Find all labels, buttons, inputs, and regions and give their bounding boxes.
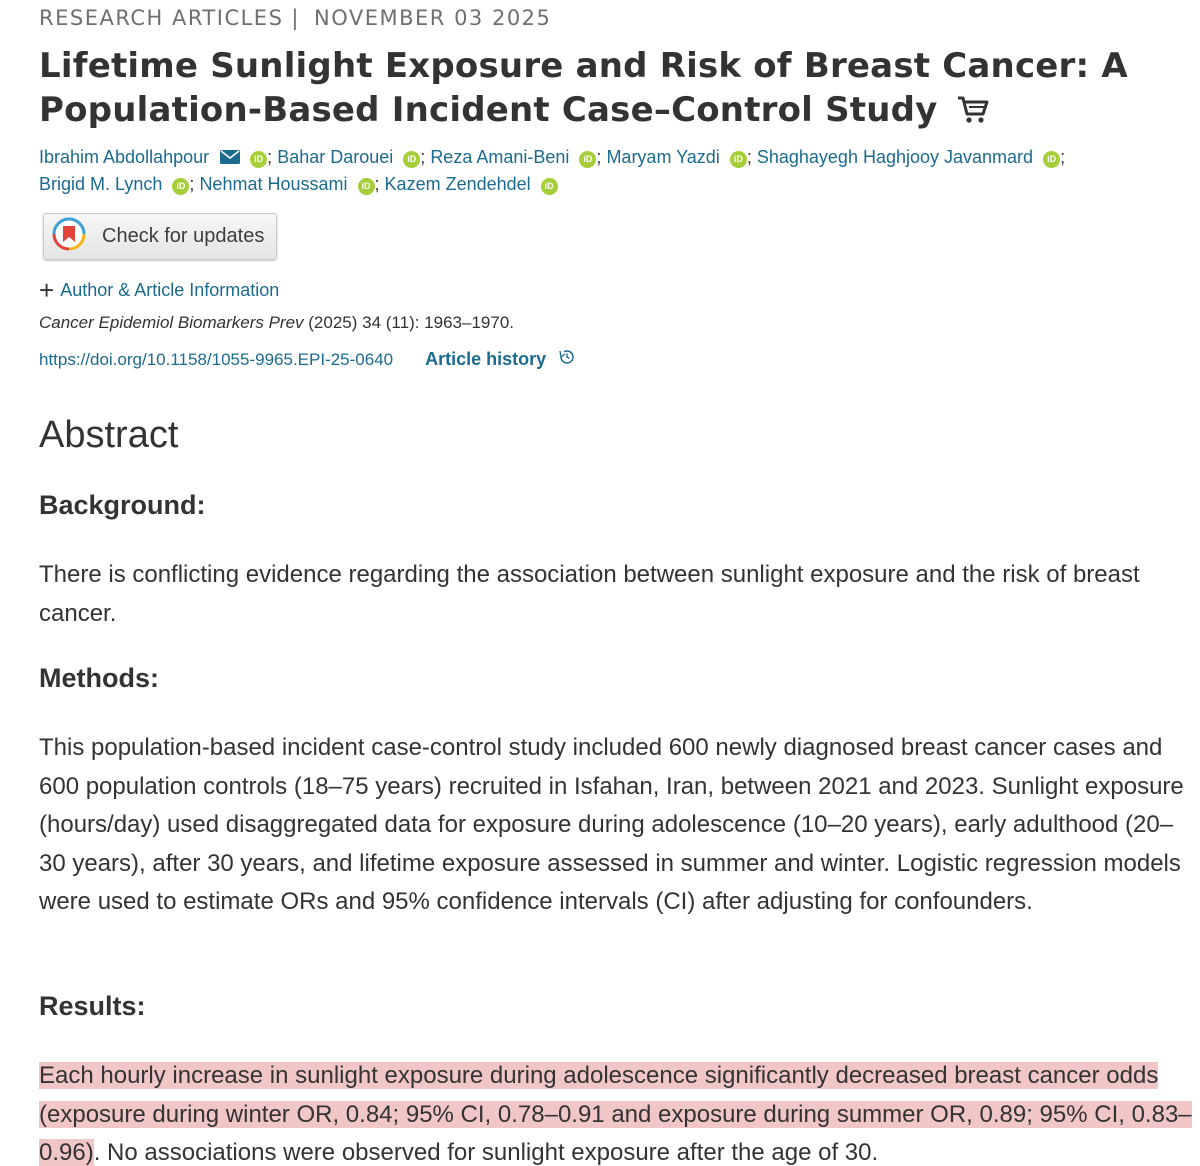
author-article-info-label: Author & Article Information <box>60 279 280 300</box>
methods-text: This population-based incident case-control study included 600 newly diagnosed breast cancer cases and 600 population controls (18–75 years) recruited in Isfahan, Iran, between 2021 and 2023. Sunlight exposure (hours/day) used disaggregated data for exposure during adolescence (10–20 years), early adulthood (20–30 years), after 30 years, and lifetime exposure assessed in summer and winter. Logistic regression models were used to estimate ORs and 95% confidence intervals (CI) after adjusting for confounders. <box>39 734 1184 916</box>
citation-journal: Cancer Epidemiol Biomarkers Prev <box>39 313 304 332</box>
orcid-icon[interactable]: iD <box>1043 151 1060 168</box>
author-separator: ; <box>189 174 195 194</box>
history-icon[interactable] <box>558 348 576 371</box>
author-link[interactable]: Maryam Yazdi <box>606 147 720 167</box>
author-link[interactable]: Bahar Darouei <box>277 147 394 167</box>
abstract-heading: Abstract <box>39 414 179 456</box>
citation <box>39 313 514 333</box>
section-label: RESEARCH ARTICLES <box>39 6 284 30</box>
check-for-updates-label: Check for updates <box>102 225 265 247</box>
author-link[interactable]: Shaghayegh Haghjooy Javanmard <box>756 147 1034 167</box>
article-history-link[interactable]: Article history <box>425 349 547 369</box>
author-separator: ; <box>746 147 752 167</box>
orcid-icon[interactable]: iD <box>579 151 596 168</box>
article-kicker <box>39 6 551 30</box>
background-text: There is conflicting evidence regarding the association between sunlight exposure and the risk of breast cancer. <box>39 561 1140 627</box>
mail-icon[interactable] <box>220 145 240 171</box>
article-title-text: Lifetime Sunlight Exposure and Risk of Breast Cancer: A Population-Based Incident Case–Control Study <box>39 46 1128 130</box>
results-heading: Results: <box>39 991 146 1021</box>
doi-link[interactable]: https://doi.org/10.1158/1055-9965.EPI-25-0640 <box>39 349 394 369</box>
article-title <box>39 44 1169 135</box>
author-link[interactable]: Kazem Zendehdel <box>384 174 531 194</box>
author-separator: ; <box>420 147 426 167</box>
orcid-icon[interactable]: iD <box>403 151 420 168</box>
author-link[interactable]: Ibrahim Abdollahpour <box>39 147 210 167</box>
author-article-info-link[interactable] <box>39 275 280 305</box>
cart-icon[interactable] <box>956 91 990 135</box>
orcid-icon[interactable]: iD <box>358 178 375 195</box>
author-list <box>39 144 1179 197</box>
author-separator: ; <box>596 147 602 167</box>
orcid-icon[interactable]: iD <box>250 151 267 168</box>
author-link[interactable]: Nehmat Houssami <box>199 174 348 194</box>
citation-details: (2025) 34 (11): 1963–1970. <box>303 313 514 332</box>
check-for-updates-button[interactable] <box>43 213 277 260</box>
author-separator: ; <box>267 147 273 167</box>
kicker-separator: | <box>291 6 300 30</box>
results-highlight: Each hourly increase in sunlight exposure during adolescence significantly decreased breast cancer odds (exposure during winter OR, 0.84; 95% CI, 0.78–0.91 and exposure during summer OR, 0.89; 95% CI, 0.83–0.96) <box>39 1062 1192 1166</box>
orcid-icon[interactable]: iD <box>541 178 558 195</box>
crossmark-icon <box>52 217 86 256</box>
author-link[interactable]: Brigid M. Lynch <box>39 174 163 194</box>
doi-row <box>39 348 576 371</box>
plus-icon: + <box>39 275 55 305</box>
orcid-icon[interactable]: iD <box>172 178 189 195</box>
results-rest: . No associations were observed for sunlight exposure after the age of 30. <box>93 1139 879 1166</box>
results-text <box>39 1057 1199 1166</box>
methods-heading: Methods: <box>39 663 159 693</box>
author-link[interactable]: Reza Amani-Beni <box>430 147 570 167</box>
author-separator: ; <box>374 174 380 194</box>
orcid-icon[interactable]: iD <box>730 151 747 168</box>
author-separator: ; <box>1060 147 1066 167</box>
publication-date: NOVEMBER 03 2025 <box>314 6 552 30</box>
background-heading: Background: <box>39 490 206 520</box>
